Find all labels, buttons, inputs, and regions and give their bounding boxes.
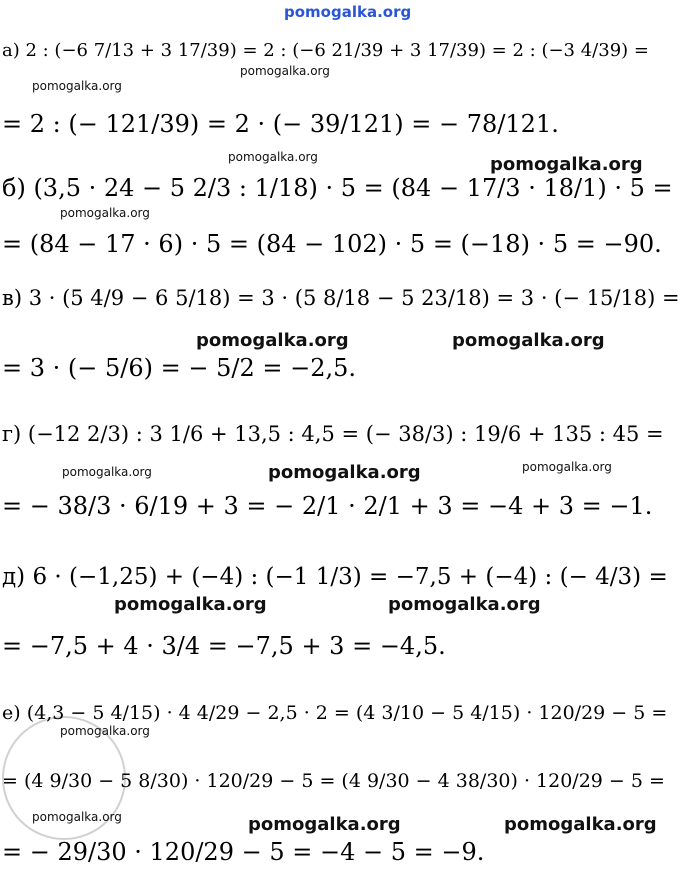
watermark-small: pomogalka.org: [32, 810, 122, 824]
solution-line-b2: = (84 − 17 · 6) · 5 = (84 − 102) · 5 = (−18) · 5 = −90.: [2, 230, 662, 258]
watermark-top: pomogalka.org: [284, 3, 412, 21]
watermark-small: pomogalka.org: [62, 465, 152, 479]
solution-line-d2: = −7,5 + 4 · 3/4 = −7,5 + 3 = −4,5.: [2, 632, 446, 660]
watermark-small: pomogalka.org: [240, 64, 330, 78]
solution-line-e3: = − 29/30 · 120/29 − 5 = −4 − 5 = −9.: [2, 838, 485, 866]
solution-line-d1: д) 6 · (−1,25) + (−4) : (−1 1/3) = −7,5 + (−4) : (− 4/3) =: [2, 564, 668, 590]
watermark-small: pomogalka.org: [32, 79, 122, 93]
watermark-small: pomogalka.org: [522, 460, 612, 474]
watermark-big: pomogalka.org: [196, 330, 349, 351]
watermark-small: pomogalka.org: [60, 724, 150, 738]
solution-line-v1: в) 3 · (5 4/9 − 6 5/18) = 3 · (5 8/18 − 5 23/18) = 3 · (− 15/18) =: [2, 286, 680, 310]
watermark-big: pomogalka.org: [114, 594, 267, 615]
solution-line-e1: е) (4,3 − 5 4/15) · 4 4/29 − 2,5 · 2 = (4 3/10 − 5 4/15) · 120/29 − 5 =: [2, 702, 668, 724]
watermark-stamp: [2, 716, 126, 840]
watermark-big: pomogalka.org: [490, 154, 643, 175]
watermark-big: pomogalka.org: [388, 594, 541, 615]
watermark-big: pomogalka.org: [452, 330, 605, 351]
watermark-big: pomogalka.org: [248, 814, 401, 835]
solution-line-g1: г) (−12 2/3) : 3 1/6 + 13,5 : 4,5 = (− 38/3) : 19/6 + 135 : 45 =: [2, 422, 664, 446]
solution-line-e2: = (4 9/30 − 5 8/30) · 120/29 − 5 = (4 9/30 − 4 38/30) · 120/29 − 5 =: [2, 770, 665, 792]
solution-line-a1: а) 2 : (−6 7/13 + 3 17/39) = 2 : (−6 21/39 + 3 17/39) = 2 : (−3 4/39) =: [2, 40, 649, 61]
watermark-small: pomogalka.org: [228, 150, 318, 164]
watermark-big: pomogalka.org: [504, 814, 657, 835]
solution-line-v2: = 3 · (− 5/6) = − 5/2 = −2,5.: [2, 354, 356, 382]
solution-line-a2: = 2 : (− 121/39) = 2 · (− 39/121) = − 78/121.: [2, 110, 559, 138]
watermark-big: pomogalka.org: [268, 462, 421, 483]
solution-line-g2: = − 38/3 · 6/19 + 3 = − 2/1 · 2/1 + 3 = −4 + 3 = −1.: [2, 492, 653, 520]
watermark-small: pomogalka.org: [60, 206, 150, 220]
solution-line-b1: б) (3,5 · 24 − 5 2/3 : 1/18) · 5 = (84 − 17/3 · 18/1) · 5 =: [2, 174, 673, 202]
